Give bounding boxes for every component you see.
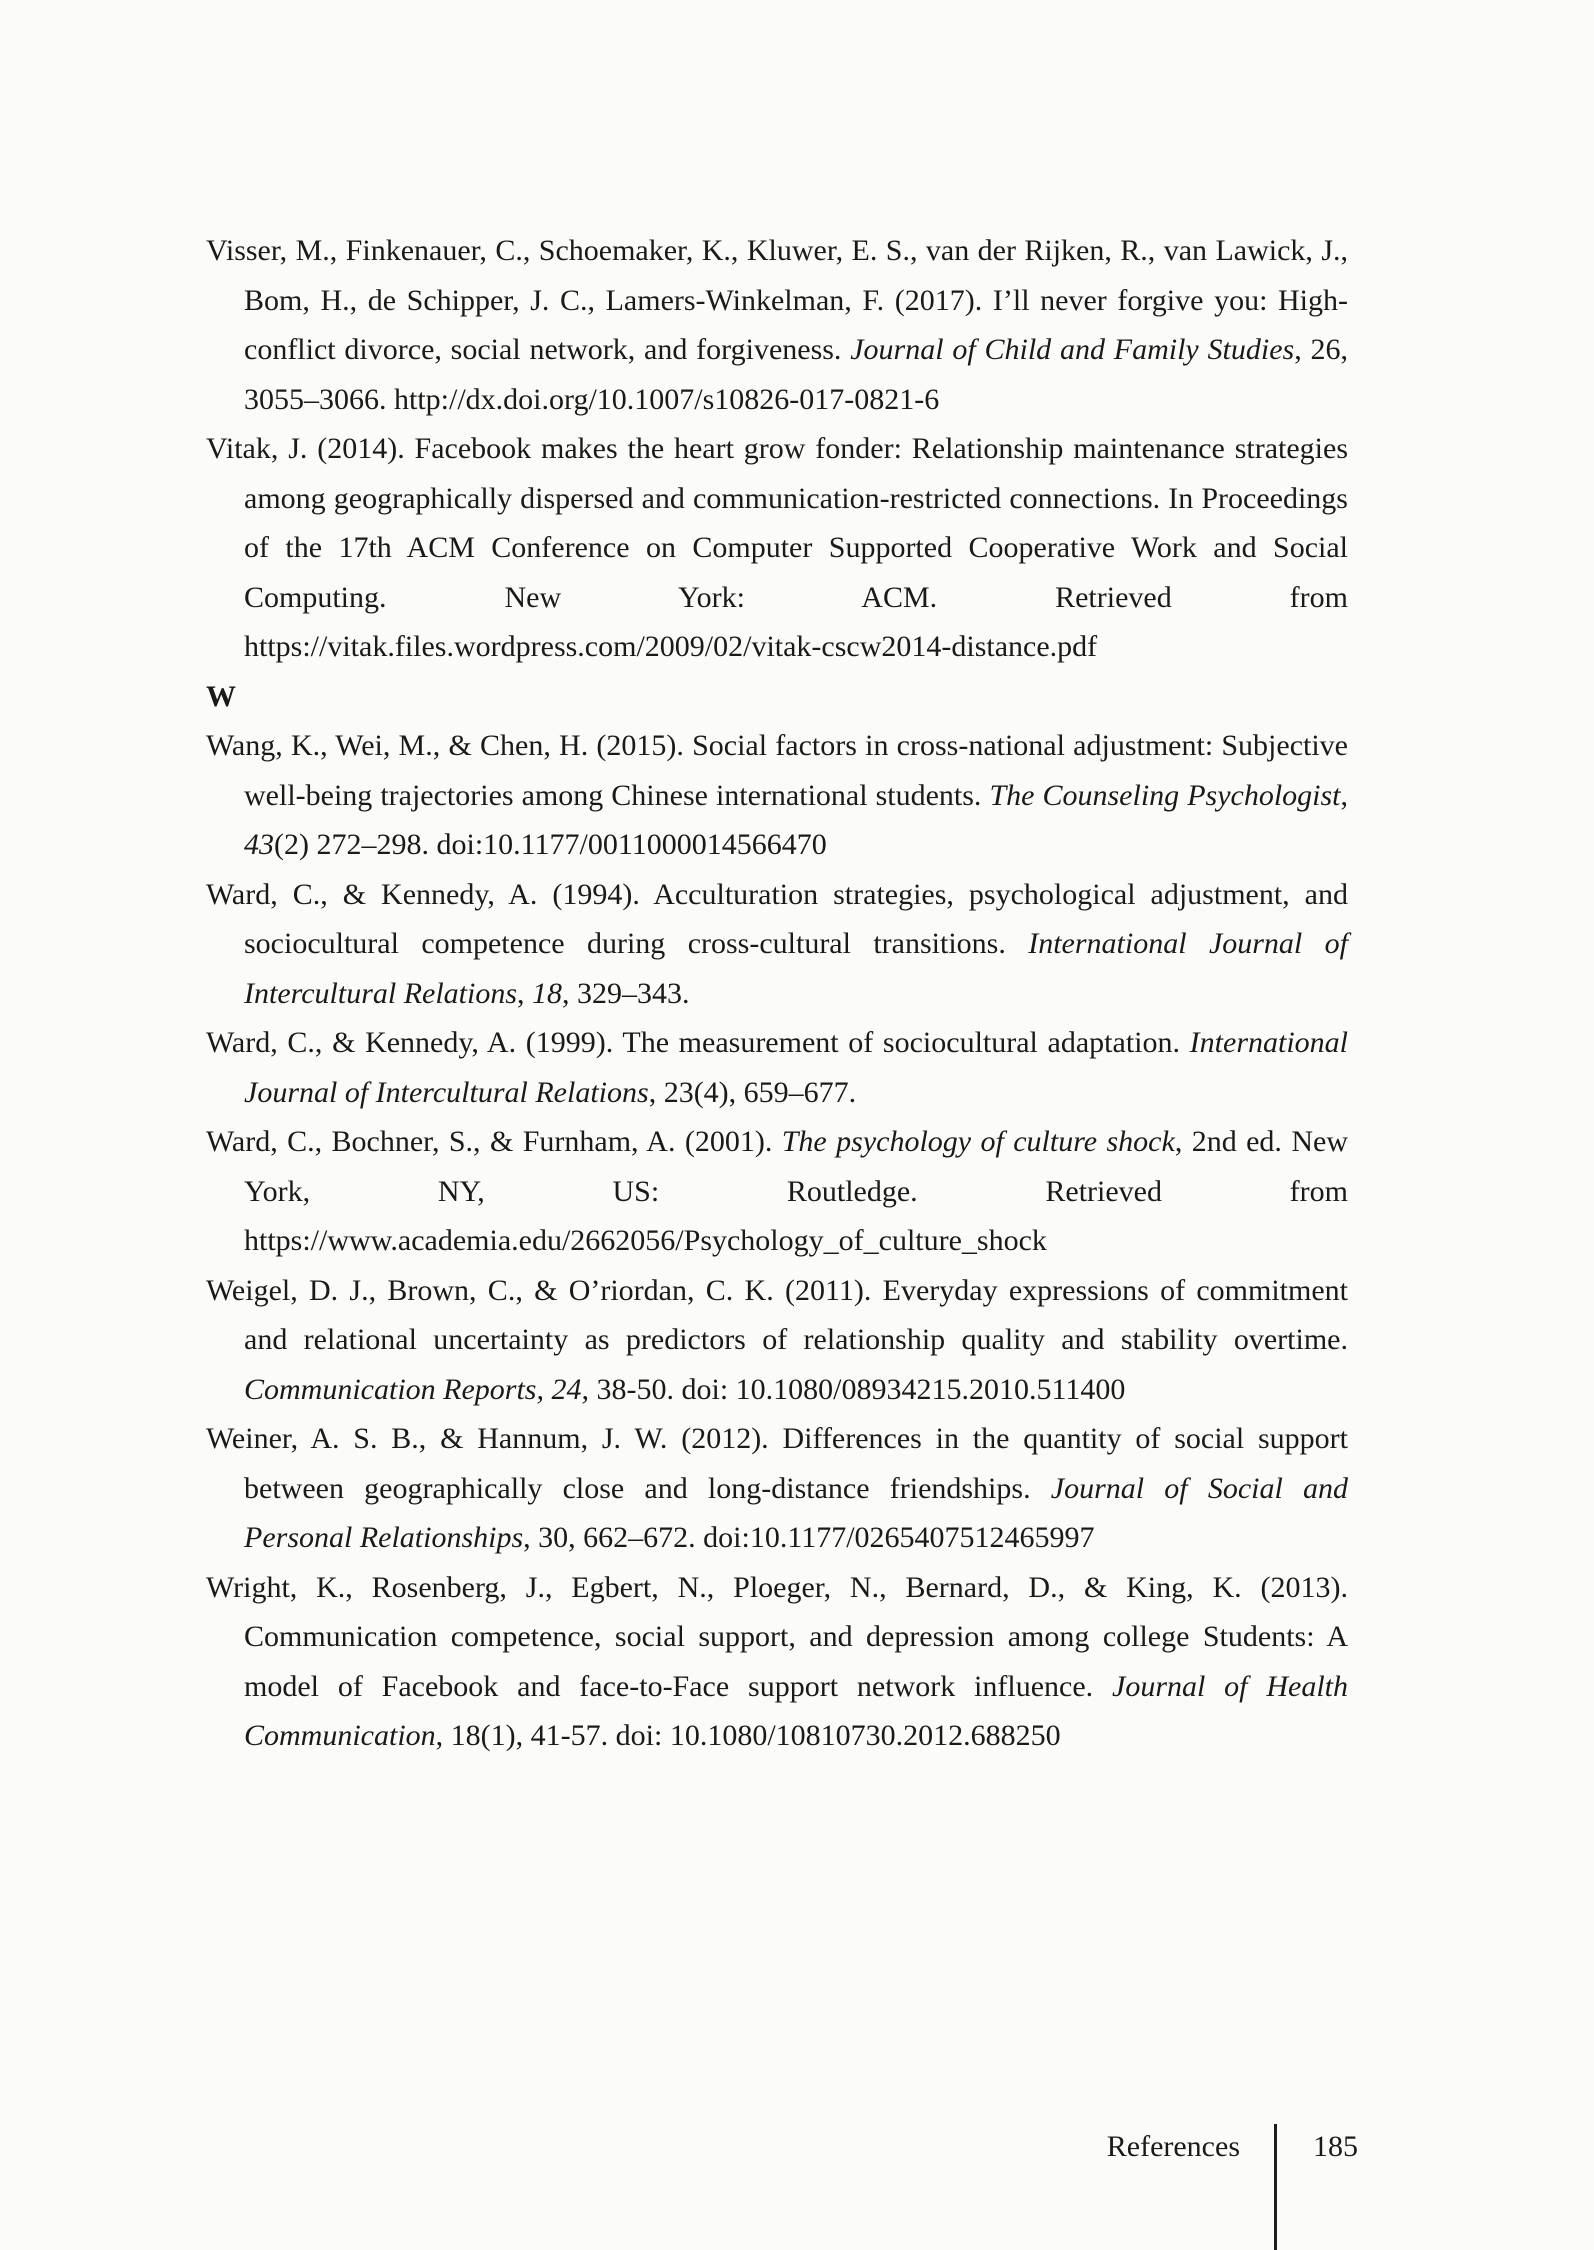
reference-entry — [206, 721, 1348, 870]
reference-entry — [206, 1563, 1348, 1761]
footer-page-number: 185 — [1313, 2130, 1358, 2163]
reference-text-segment: Vitak, J. (2014). Facebook makes the heart grow fonder: Relationship maintenance strategies among geographically dispersed and communication-restricted connections. In Proceedings of the 17th ACM Conference on Computer Supported Cooperative Work and Social Computing. New York: ACM. Retrieved from https://vitak.files.wordpress.com/2009/02/vitak-cscw2014-distance.pdf — [206, 432, 1348, 663]
reference-italic-segment: Journal of Health Communication — [244, 1669, 1349, 1752]
reference-entry — [206, 1266, 1348, 1415]
reference-entry — [206, 424, 1348, 672]
reference-text-segment: , 329–343. — [562, 976, 690, 1010]
reference-italic-segment: The psychology of culture shock — [781, 1125, 1175, 1158]
reference-text-segment: , 26, 3055–3066. http://dx.doi.org/10.1007/s10826-017-0821-6 — [244, 333, 1349, 416]
reference-italic-segment: The Counseling Psychologist — [989, 778, 1341, 812]
reference-text-segment: , 30, 662–672. doi:10.1177/0265407512465997 — [523, 1521, 1095, 1554]
reference-italic-segment: 43 — [244, 828, 274, 861]
reference-italic-segment: Communication Reports, 24, — [244, 1372, 589, 1406]
reference-text-segment: , 2nd ed. New York, NY, US: Routledge. Retrieved from https://www.academia.edu/2662056/Psychology_of_culture_shock — [244, 1125, 1348, 1257]
reference-entry — [206, 226, 1348, 424]
reference-text-segment: , 23(4), 659–677. — [648, 1075, 857, 1109]
reference-text-segment: Visser, M., Finkenauer, C., Schoemaker, K., Kluwer, E. S., van der Rijken, R., van Lawick, J., Bom, H., de Schipper, J. C., Lamers-Winkelman, F. (2017). I’ll never forgive you: High-conflict divorce, social network, and forgiveness. — [206, 234, 1348, 366]
reference-text-segment: Ward, C., & Kennedy, A. (1994). Acculturation strategies, psychological adjustment, and sociocultural competence during cross-cultural transitions. — [206, 877, 1348, 960]
reference-italic-segment: 18 — [532, 976, 563, 1010]
reference-italic-segment: International Journal of Intercultural Relations — [244, 927, 1348, 1010]
references-list — [206, 226, 1348, 1761]
reference-text-segment: Ward, C., & Kennedy, A. (1999). The measurement of sociocultural adaptation. — [206, 1026, 1190, 1059]
reference-text-segment: 38-50. doi: 10.1080/08934215.2010.511400 — [589, 1372, 1126, 1406]
reference-italic-segment: International Journal of Intercultural Relations — [244, 1026, 1348, 1109]
reference-entry — [206, 870, 1348, 1019]
footer-divider-rule — [1274, 2124, 1277, 2250]
letter-heading: W — [206, 679, 236, 713]
reference-entry — [206, 1414, 1348, 1563]
reference-entry — [206, 1117, 1348, 1266]
footer-section-label: References — [1106, 2130, 1240, 2163]
reference-italic-segment: Journal of Social and Personal Relationships — [244, 1471, 1348, 1554]
reference-text-segment: , 18(1), 41-57. doi: 10.1080/10810730.2012.688250 — [435, 1719, 1061, 1752]
reference-text-segment: , — [517, 976, 533, 1010]
reference-italic-segment: Journal of Child and Family Studies — [850, 333, 1295, 366]
reference-text-segment: Wright, K., Rosenberg, J., Egbert, N., Ploeger, N., Bernard, D., & King, K. (2013). Communication competence, social support, and depression among college Students: A model of Facebook and face-to-Face support network influence. — [206, 1570, 1348, 1703]
reference-text-segment: , — [1340, 778, 1349, 812]
reference-text-segment: Weiner, A. S. B., & Hannum, J. W. (2012). Differences in the quantity of social support between geographically close and long-distance friendships. — [206, 1422, 1348, 1505]
reference-entry — [206, 1018, 1348, 1117]
reference-text-segment: Weigel, D. J., Brown, C., & O’riordan, C. K. (2011). Everyday expressions of commitment and relational uncertainty as predictors of relationship quality and stability overtime. — [206, 1273, 1348, 1356]
reference-text-segment: Wang, K., Wei, M., & Chen, H. (2015). Social factors in cross-national adjustment: Subjective well-being trajectories among Chinese international students. — [206, 729, 1348, 812]
reference-text-segment: Ward, C., Bochner, S., & Furnham, A. (2001). — [206, 1125, 782, 1158]
reference-text-segment: (2) 272–298. doi:10.1177/0011000014566470 — [274, 828, 827, 861]
